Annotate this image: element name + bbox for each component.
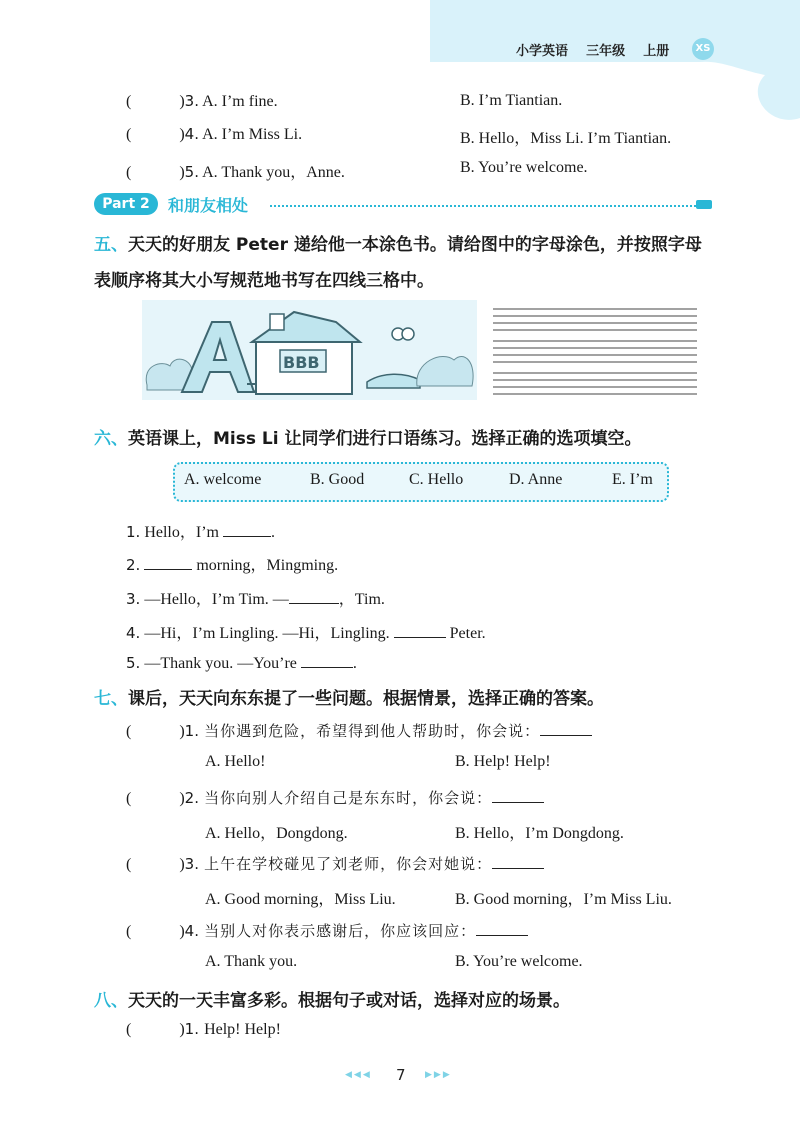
footer-left-arrows: ◀◀◀ (345, 1070, 372, 1080)
s7-item-1-b: B. Help! Help! (455, 753, 551, 770)
s5-text-1: 天天的好朋友 Peter 递给他一本涂色书。请给图中的字母涂色，并按照字母 (128, 235, 702, 255)
s4-item-5 (126, 159, 345, 182)
item-question: 当别人对你表示感谢后，你应该回应： (204, 924, 477, 940)
s4-item-4 (126, 125, 302, 144)
s7-item-1: ( )1. 当你遇到危险，希望得到他人帮助时，你会说： (126, 720, 592, 741)
header-title (516, 40, 669, 59)
option-e: E. I’m (612, 471, 653, 488)
s4-item-3 (126, 92, 278, 111)
s7-item-4: ( )4. 当别人对你表示感谢后，你应该回应： (126, 920, 528, 941)
item-num: 2. (126, 556, 141, 574)
s4-item-3-b: B. I’m Tiantian. (460, 92, 563, 109)
s7-item-1-a: A. Hello! (205, 753, 266, 770)
s5-instruction-1 (94, 230, 702, 255)
answer-blank[interactable] (476, 921, 528, 936)
item-text: —Hi，I’m Lingling. —Hi，Lingling. (144, 625, 390, 642)
option-a: A. Thank you，Anne. (202, 164, 345, 181)
item-text: —Hello，I’m Tim. — (144, 591, 289, 608)
header-term: 上册 (643, 44, 670, 59)
svg-text:BBB: BBB (283, 353, 320, 372)
s7-item-3: ( )3. 上午在学校碰见了刘老师，你会对她说： (126, 853, 544, 874)
s6-num: 六、 (94, 429, 128, 449)
s7-item-4-b: B. You’re welcome. (455, 953, 583, 970)
answer-blank[interactable] (394, 623, 446, 638)
s6-instruction (94, 424, 641, 449)
item-question: 上午在学校碰见了刘老师，你会对她说： (204, 857, 493, 873)
answer-blank[interactable] (492, 788, 544, 803)
s6-item-4 (126, 620, 486, 643)
s8-item-1: ( )1. Help! Help! (126, 1020, 281, 1038)
answer-blank[interactable] (144, 555, 192, 570)
answer-blank[interactable] (301, 653, 353, 668)
s7-item-2-a: A. Hello，Dongdong. (205, 825, 348, 842)
page-number: 7 (396, 1066, 406, 1084)
item-question: 当你遇到危险，希望得到他人帮助时，你会说： (204, 724, 541, 740)
option-a: A. welcome (184, 471, 262, 488)
item-text-after: . (352, 655, 357, 672)
item-num: 3. (184, 855, 199, 873)
s7-num: 七、 (94, 689, 128, 709)
answer-blank[interactable] (223, 522, 271, 537)
item-num: 5. (184, 163, 199, 181)
item-num: 3. (126, 590, 141, 608)
pencil-icon (696, 200, 712, 209)
s4-item-4-b: B. Hello，Miss Li. I’m Tiantian. (460, 130, 672, 147)
s7-item-2-b: B. Hello，I’m Dongdong. (455, 825, 624, 842)
s8-instruction (94, 986, 570, 1011)
option-a: A. I’m fine. (202, 93, 278, 110)
s4-item-5-b: B. You’re welcome. (460, 159, 588, 176)
s6-item-5 (126, 653, 357, 673)
item-text-after: Peter. (449, 625, 486, 642)
option-c: C. Hello (409, 471, 464, 488)
option-b: B. Good (310, 471, 365, 488)
answer-blank[interactable] (289, 589, 339, 604)
s8-num: 八、 (94, 991, 128, 1011)
paren-open: ( (126, 126, 132, 143)
paren-close: ) (179, 126, 185, 143)
answer-blank[interactable] (492, 854, 544, 869)
s6-item-3 (126, 586, 385, 609)
coloring-picture (142, 300, 477, 400)
writing-grid (493, 305, 697, 401)
item-num: 4. (184, 922, 199, 940)
option-d: D. Anne (509, 471, 563, 488)
item-num: 1. (184, 722, 199, 740)
item-text-after: ，Tim. (338, 591, 385, 608)
header-grade: 三年级 (586, 44, 626, 59)
s6-item-2 (126, 552, 338, 575)
paren-close: ) (179, 93, 185, 110)
header-subject: 小学英语 (516, 44, 569, 59)
item-text: —Thank you. —You’re (144, 655, 297, 672)
item-num: 1. (184, 1020, 199, 1038)
s7-item-3-b: B. Good morning，I’m Miss Liu. (455, 891, 672, 908)
item-num: 5. (126, 654, 141, 672)
item-num: 2. (184, 789, 199, 807)
part-title: 和朋友相处 (168, 196, 249, 215)
footer-right-arrows: ▶▶▶ (425, 1070, 452, 1080)
header-badge (692, 38, 714, 60)
s5-num: 五、 (94, 235, 128, 255)
s7-item-4-a: A. Thank you. (205, 953, 298, 970)
item-num: 4. (126, 624, 141, 642)
header-wave (0, 0, 800, 130)
s6-item-1 (126, 519, 275, 542)
paren-open: ( (126, 164, 132, 181)
s7-item-2: ( )2. 当你向别人介绍自己是东东时，你会说： (126, 787, 544, 808)
item-text: Hello，I’m (144, 524, 219, 541)
answer-blank[interactable] (540, 721, 592, 736)
s7-text: 课后，天天向东东提了一些问题。根据情景，选择正确的答案。 (128, 689, 604, 709)
s7-item-3-a: A. Good morning，Miss Liu. (205, 891, 396, 908)
badge-text: XS (695, 43, 711, 54)
s7-instruction (94, 684, 604, 709)
option-a: A. I’m Miss Li. (202, 126, 303, 143)
part-divider (270, 205, 700, 207)
paren-open: ( (126, 93, 132, 110)
item-question: 当你向别人介绍自己是东东时，你会说： (204, 791, 493, 807)
item-question: Help! Help! (204, 1021, 281, 1038)
coloring-illustration (142, 300, 477, 400)
item-text-after: morning，Mingming. (196, 557, 339, 574)
s6-text: 英语课上，Miss Li 让同学们进行口语练习。选择正确的选项填空。 (128, 429, 642, 449)
s5-instruction-2: 表顺序将其大小写规范地书写在四线三格中。 (94, 271, 434, 291)
s8-text: 天天的一天丰富多彩。根据句子或对话，选择对应的场景。 (128, 991, 570, 1011)
item-num: 3. (184, 92, 199, 110)
item-num: 1. (126, 523, 141, 541)
part-label: Part 2 (94, 193, 158, 215)
item-num: 4. (184, 125, 199, 143)
paren-close: ) (179, 164, 185, 181)
item-text-after: . (270, 524, 275, 541)
